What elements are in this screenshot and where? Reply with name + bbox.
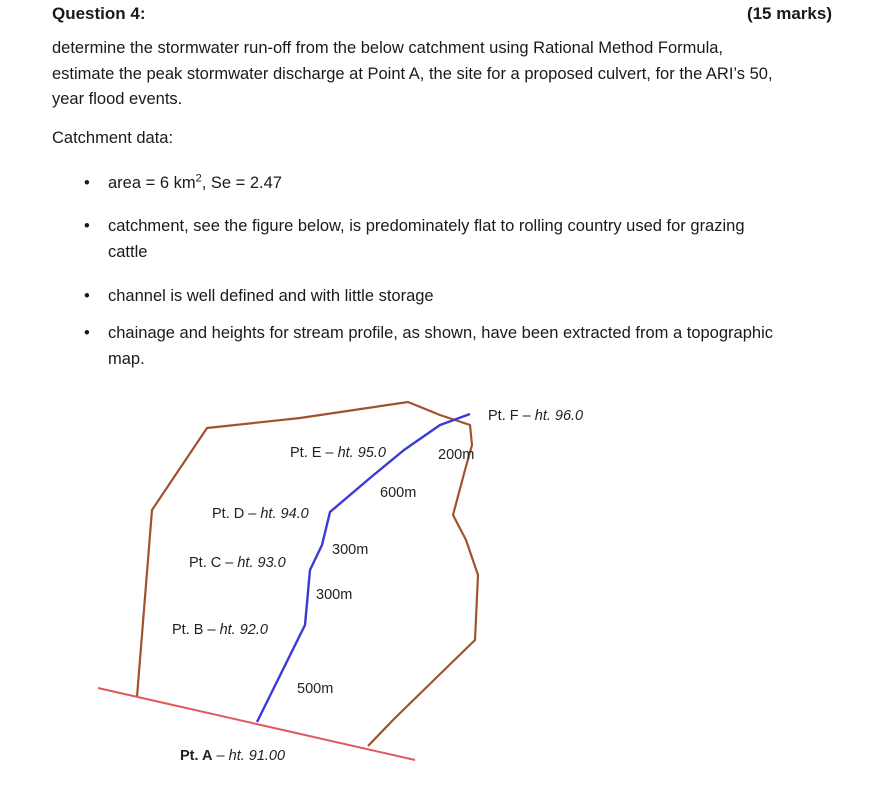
intro-line: year flood events.	[52, 90, 183, 108]
bullet-line: map.	[108, 350, 145, 368]
bullet-symbol: •	[84, 324, 90, 342]
intro-line: determine the stormwater run-off from the below catchment using Rational Method Formula,	[52, 39, 724, 57]
bullet-line: catchment, see the figure below, is predominately flat to rolling country used for grazing	[108, 217, 745, 235]
point-a-label: Pt. A – ht. 91.00	[180, 748, 286, 764]
segment-ab-length: 500m	[297, 681, 334, 697]
point-f-label: Pt. F – ht. 96.0	[488, 408, 584, 424]
point-d-label: Pt. D – ht. 94.0	[212, 506, 309, 522]
area-exponent: 2	[195, 172, 202, 185]
question-number: Question 4:	[52, 4, 146, 23]
point-c-label: Pt. C – ht. 93.0	[189, 555, 286, 571]
se-text: , Se = 2.47	[201, 174, 282, 192]
catchment-data-heading: Catchment data:	[52, 129, 174, 147]
point-b-label: Pt. B – ht. 92.0	[172, 622, 268, 638]
segment-bc-length: 300m	[316, 587, 353, 603]
question-marks: (15 marks)	[746, 4, 832, 23]
bullet-symbol: •	[84, 174, 90, 192]
point-e-label: Pt. E – ht. 95.0	[290, 445, 386, 461]
segment-de-length: 600m	[380, 485, 417, 501]
segment-cd-length: 300m	[332, 542, 369, 558]
intro-line: estimate the peak stormwater discharge at Point A, the site for a proposed culvert, for the ARI’s 50,	[52, 64, 773, 83]
bullet-symbol: •	[84, 217, 90, 235]
segment-ef-length: 200m	[438, 447, 475, 463]
bullet-line: chainage and heights for stream profile, as shown, have been extracted from a topographic	[108, 324, 773, 342]
bullet-line: channel is well defined and with little storage	[108, 287, 434, 305]
bullet-symbol: •	[84, 287, 90, 305]
bullet-line: cattle	[108, 243, 148, 261]
area-text: area = 6 km	[108, 174, 196, 192]
